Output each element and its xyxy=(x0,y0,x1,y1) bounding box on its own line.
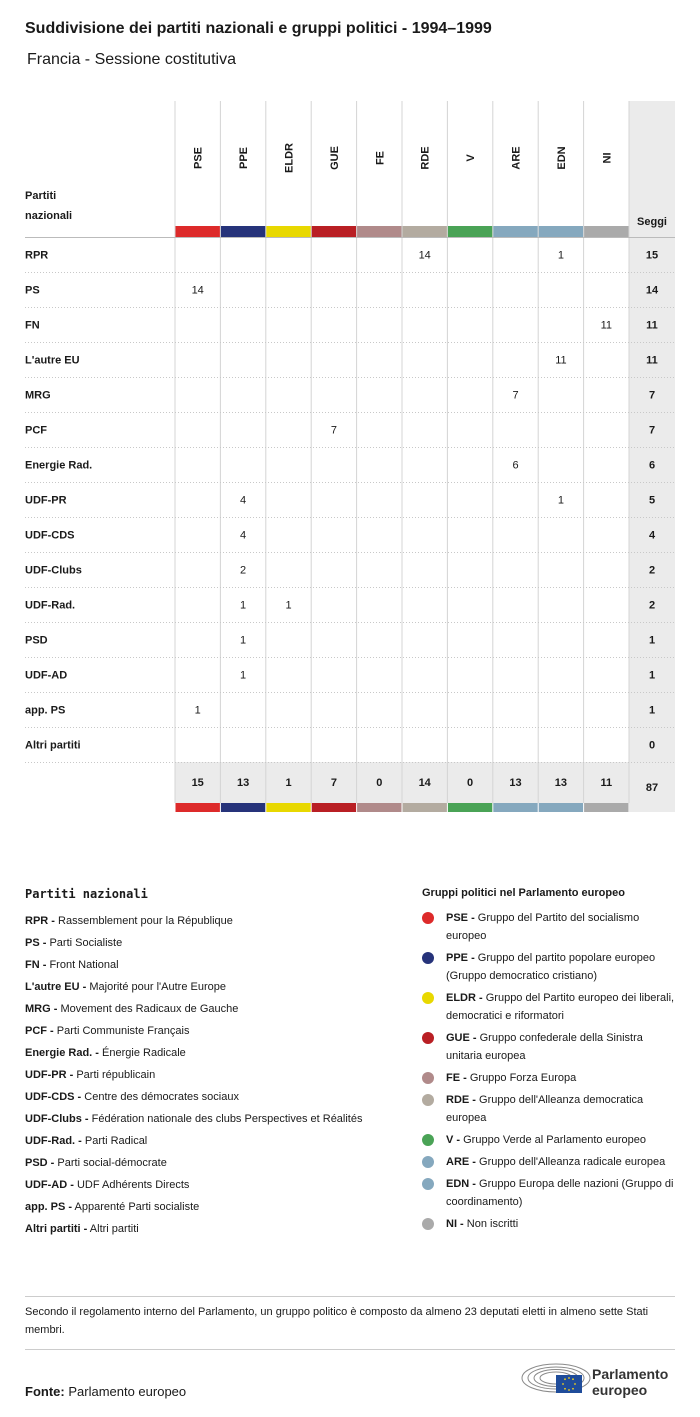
legend-party-item xyxy=(25,1064,395,1086)
legend-group-item xyxy=(422,1131,682,1149)
group-color-bar-bottom xyxy=(539,803,583,812)
legend-group-abbr: NI - xyxy=(446,1218,464,1230)
legend-party-item xyxy=(25,932,395,954)
seat-value: 7 xyxy=(512,389,519,402)
row-total: 11 xyxy=(646,354,658,367)
legend-group-item xyxy=(422,949,682,985)
row-total: 15 xyxy=(645,249,659,262)
party-row-label: RPR xyxy=(25,249,49,262)
group-color-bar-top xyxy=(357,226,401,237)
legend-party-abbr: PCF - xyxy=(25,1025,54,1037)
party-row-label: Energie Rad. xyxy=(25,459,93,472)
group-column-header: V xyxy=(465,154,478,162)
row-total: 7 xyxy=(648,389,656,402)
legend-party-item xyxy=(25,1086,395,1108)
group-color-bar-top xyxy=(403,226,447,237)
group-column-header: GUE xyxy=(328,146,341,170)
group-color-bar-bottom xyxy=(403,803,447,812)
legend-color-dot-icon xyxy=(422,1134,434,1146)
group-total: 1 xyxy=(285,777,292,789)
legend-group-name: Non iscritti xyxy=(466,1218,519,1230)
legend-color-dot-icon xyxy=(422,952,434,964)
parties-header-line: nazionali xyxy=(25,210,73,222)
legend-party-item xyxy=(25,1130,395,1152)
legend-color-dot-icon xyxy=(422,992,434,1004)
party-row-label: UDF-PR xyxy=(25,494,67,507)
legend-party-abbr: UDF-PR - xyxy=(25,1069,74,1081)
legend-party-item xyxy=(25,954,395,976)
legend-color-dot-icon xyxy=(422,1032,434,1044)
row-total: 0 xyxy=(648,739,656,752)
seat-value: 1 xyxy=(194,704,201,717)
legend-party-item xyxy=(25,1218,395,1240)
seat-value: 1 xyxy=(240,599,247,612)
group-column-header: PSE xyxy=(192,146,205,170)
legend-group-item xyxy=(422,1069,682,1087)
logo-line-2: europeo xyxy=(592,1382,648,1398)
seat-value: 11 xyxy=(600,319,613,332)
legend-group-name: Gruppo del Partito europeo dei liberali, democratici e riformatori xyxy=(446,992,675,1022)
seat-value: 11 xyxy=(555,354,567,367)
legend-party-name: Fédération nationale des clubs Perspectives et Réalités xyxy=(91,1113,363,1125)
legend-group-abbr: GUE - xyxy=(446,1032,477,1044)
legend-color-dot-icon xyxy=(422,1218,434,1230)
legend-group-item xyxy=(422,1175,682,1211)
logo-line-1: Parlamento xyxy=(592,1366,669,1382)
legend-group-name: Gruppo del Partito del socialismo europeo xyxy=(446,912,640,942)
legend-color-dot-icon xyxy=(422,1178,434,1190)
group-total: 13 xyxy=(554,777,568,789)
legend-party-name: Movement des Radicaux de Gauche xyxy=(60,1003,239,1015)
legend-party-name: Majorité pour l'Autre Europe xyxy=(89,981,226,993)
grand-total: 87 xyxy=(645,782,659,794)
legend-party-item xyxy=(25,998,395,1020)
legend-group-name: Gruppo Verde al Parlamento europeo xyxy=(463,1134,646,1146)
seat-value: 2 xyxy=(240,564,247,577)
row-total: 1 xyxy=(648,669,656,682)
group-color-bar-bottom xyxy=(448,803,492,812)
legend-party-item xyxy=(25,1196,395,1218)
legend-party-name: Front National xyxy=(49,959,119,971)
legend-party-name: Centre des démocrates sociaux xyxy=(84,1091,239,1103)
legend-group-item xyxy=(422,1091,682,1127)
legend-party-name: Énergie Radicale xyxy=(102,1047,186,1059)
political-groups-legend-title: Gruppi politici nel Parlamento europeo xyxy=(422,887,625,899)
row-total: 6 xyxy=(648,459,656,472)
national-parties-legend-title: Partiti nazionali xyxy=(25,887,148,901)
legend-party-name: Rassemblement pour la République xyxy=(58,915,233,927)
legend-party-name: UDF Adhérents Directs xyxy=(76,1179,190,1191)
legend-party-abbr: Energie Rad. - xyxy=(25,1047,99,1059)
group-color-bar-top xyxy=(266,226,310,237)
group-total: 13 xyxy=(236,777,250,789)
legend-party-abbr: L'autre EU - xyxy=(25,981,87,993)
group-color-bar-top xyxy=(176,226,220,237)
divider xyxy=(25,1296,675,1297)
legend-group-abbr: ARE - xyxy=(446,1156,476,1168)
row-total: 7 xyxy=(648,424,656,437)
party-row-label: PS xyxy=(25,284,40,297)
legend-party-item xyxy=(25,1152,395,1174)
legend-party-item xyxy=(25,1020,395,1042)
legend-color-dot-icon xyxy=(422,912,434,924)
group-total: 7 xyxy=(330,777,337,789)
group-color-bar-top xyxy=(312,226,356,237)
legend-party-abbr: FN - xyxy=(25,959,47,971)
legend-group-abbr: PSE - xyxy=(446,912,475,924)
seats-header: Seggi xyxy=(637,216,667,228)
legend-group-name: Gruppo Forza Europa xyxy=(469,1072,577,1084)
legend-group-item xyxy=(422,1029,682,1065)
row-total: 1 xyxy=(648,704,656,717)
legend-color-dot-icon xyxy=(422,1156,434,1168)
group-total: 11 xyxy=(600,777,613,789)
legend-party-item xyxy=(25,910,395,932)
legend-party-abbr: UDF-AD - xyxy=(25,1179,74,1191)
group-total: 13 xyxy=(509,777,522,789)
legend-color-dot-icon xyxy=(422,1094,434,1106)
source-line xyxy=(25,1384,186,1399)
party-row-label: UDF-CDS xyxy=(25,529,75,542)
group-color-bar-top xyxy=(221,226,265,237)
group-column-header: RDE xyxy=(419,146,432,170)
footnote: Secondo il regolamento interno del Parlamento, un gruppo politico è composto da almeno 23 deputati eletti in almeno sette Stati membri. xyxy=(25,1306,649,1336)
row-total: 2 xyxy=(648,564,656,577)
legend-party-abbr: UDF-Clubs - xyxy=(25,1113,89,1125)
legend-color-dot-icon xyxy=(422,1072,434,1084)
row-total: 11 xyxy=(646,319,658,332)
group-color-bar-top xyxy=(448,226,492,237)
seat-value: 4 xyxy=(240,529,247,542)
legend-party-item xyxy=(25,1042,395,1064)
group-color-bar-bottom xyxy=(584,803,628,812)
party-row-label: app. PS xyxy=(25,704,66,717)
legend-group-abbr: ELDR - xyxy=(446,992,483,1004)
legend-group-abbr: FE - xyxy=(446,1072,467,1084)
source-value: Parlamento europeo xyxy=(68,1384,187,1399)
legend-group-abbr: EDN - xyxy=(446,1178,476,1190)
legend-group-item xyxy=(422,1215,682,1233)
party-row-label: Altri partiti xyxy=(25,739,81,752)
legend-group-item xyxy=(422,989,682,1025)
seat-value: 14 xyxy=(191,284,204,297)
group-column-header: FE xyxy=(374,150,387,166)
party-row-label: UDF-AD xyxy=(25,669,68,682)
legend-party-abbr: PSD - xyxy=(25,1157,55,1169)
political-groups-legend xyxy=(422,887,682,1237)
source-label: Fonte: xyxy=(25,1384,65,1399)
group-color-bar-top xyxy=(539,226,583,237)
group-total: 15 xyxy=(191,777,204,789)
group-color-bar-bottom xyxy=(221,803,265,812)
row-total: 5 xyxy=(648,494,656,507)
legend-party-abbr: Altri partiti - xyxy=(25,1223,88,1235)
party-row-label: PCF xyxy=(25,424,47,437)
divider xyxy=(25,1349,675,1350)
row-total: 14 xyxy=(645,284,659,297)
national-parties-legend xyxy=(25,887,395,1240)
legend-group-name: Gruppo Europa delle nazioni (Gruppo di coordinamento) xyxy=(446,1178,674,1208)
party-row-label: FN xyxy=(25,319,40,332)
legend-party-abbr: PS - xyxy=(25,937,47,949)
party-row-label: UDF-Rad. xyxy=(25,599,76,612)
group-color-bar-bottom xyxy=(266,803,310,812)
group-color-bar-bottom xyxy=(176,803,220,812)
group-total: 14 xyxy=(418,777,431,789)
group-color-bar-bottom xyxy=(357,803,401,812)
group-column-header: EDN xyxy=(555,146,568,170)
legend-group-abbr: V - xyxy=(446,1134,461,1146)
group-color-bar-bottom xyxy=(312,803,356,812)
row-total: 2 xyxy=(648,599,656,612)
seat-value: 1 xyxy=(557,249,564,262)
legend-group-item xyxy=(422,1153,682,1171)
legend-party-name: Parti républicain xyxy=(76,1069,156,1081)
seat-value: 6 xyxy=(512,459,519,472)
legend-group-abbr: RDE - xyxy=(446,1094,476,1106)
legend-party-name: Parti social-démocrate xyxy=(57,1157,167,1169)
legend-group-name: Gruppo del partito popolare europeo (Gruppo democratico cristiano) xyxy=(446,952,656,982)
legend-party-name: Parti Socialiste xyxy=(49,937,123,949)
legend-party-abbr: MRG - xyxy=(25,1003,58,1015)
legend-group-item xyxy=(422,909,682,945)
legend-party-abbr: app. PS - xyxy=(25,1201,73,1213)
legend-party-abbr: UDF-Rad. - xyxy=(25,1135,82,1147)
legend-group-name: Gruppo confederale della Sinistra unitaria europea xyxy=(446,1032,643,1062)
legend-group-abbr: PPE - xyxy=(446,952,475,964)
group-column-header: PPE xyxy=(238,146,251,170)
row-total: 1 xyxy=(648,634,656,647)
seat-value: 4 xyxy=(240,494,247,507)
seat-value: 14 xyxy=(418,249,431,262)
party-row-label: L'autre EU xyxy=(25,354,80,367)
party-row-label: MRG xyxy=(25,389,51,402)
legend-group-name: Gruppo dell'Alleanza radicale europea xyxy=(479,1156,666,1168)
page-subtitle: Francia - Sessione costitutiva xyxy=(27,51,236,68)
parties-header-line: Partiti xyxy=(25,190,57,202)
legend-group-name: Gruppo dell'Alleanza democratica europea xyxy=(446,1094,644,1124)
party-row-label: UDF-Clubs xyxy=(25,564,82,577)
legend-party-name: Apparenté Parti socialiste xyxy=(74,1201,200,1213)
group-column-header: ARE xyxy=(510,146,523,170)
legend-party-abbr: UDF-CDS - xyxy=(25,1091,82,1103)
group-total: 0 xyxy=(467,777,474,789)
group-column-header: ELDR xyxy=(283,143,296,173)
legend-party-item xyxy=(25,976,395,998)
seat-value: 1 xyxy=(285,599,292,612)
page-title: Suddivisione dei partiti nazionali e gruppi politici - 1994–1999 xyxy=(25,20,492,37)
legend-party-item xyxy=(25,1174,395,1196)
group-color-bar-top xyxy=(493,226,537,237)
legend-party-name: Altri partiti xyxy=(89,1223,139,1235)
row-total: 4 xyxy=(648,529,656,542)
legend-party-name: Parti Radical xyxy=(84,1135,148,1147)
group-color-bar-top xyxy=(584,226,628,237)
seat-value: 1 xyxy=(240,669,247,682)
seat-value: 7 xyxy=(330,424,337,437)
seat-value: 1 xyxy=(557,494,564,507)
seat-value: 1 xyxy=(240,634,247,647)
group-color-bar-bottom xyxy=(493,803,537,812)
group-column-header: NI xyxy=(601,152,614,164)
parliament-logo-text xyxy=(592,1366,668,1398)
party-row-label: PSD xyxy=(25,634,48,647)
legend-party-name: Parti Communiste Français xyxy=(56,1025,190,1037)
group-total: 0 xyxy=(376,777,383,789)
legend-party-item xyxy=(25,1108,395,1130)
legend-party-abbr: RPR - xyxy=(25,915,55,927)
